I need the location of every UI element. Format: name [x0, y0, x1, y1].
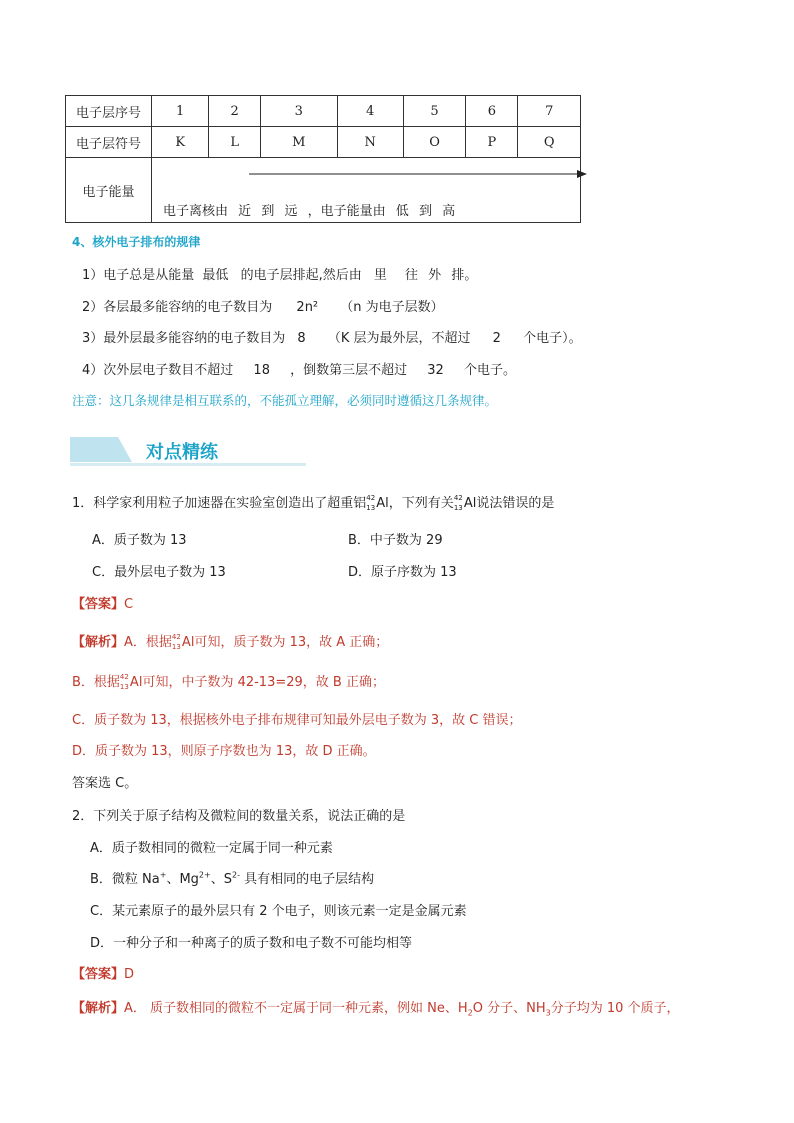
table-cell: K [152, 127, 209, 158]
table-cell: L [209, 127, 261, 158]
shell-symbol-row [66, 127, 581, 158]
rule-text: ，倒数第三层不超过 [290, 363, 408, 378]
analysis-text: 分子均为 10 个质子， [550, 1001, 680, 1016]
rule-text: 3）最外层最多能容纳的电子数目为 [82, 331, 286, 346]
subscript: 3 [545, 1008, 551, 1018]
answer-label: 【答案】 [72, 597, 125, 612]
analysis-text: A．根据 [124, 635, 172, 650]
table-cell: P [466, 127, 518, 158]
table-cell: O [403, 127, 465, 158]
ion-charge: + [159, 870, 167, 880]
element-symbol: Al [463, 496, 477, 511]
table-cell: Q [518, 127, 581, 158]
rule-text: 的电子层排起,然后由 [240, 268, 362, 283]
row-header: 电子层符号 [66, 127, 152, 158]
energy-text-part: 高 [442, 204, 456, 219]
rule-fill: 8 [297, 331, 306, 346]
answer-choice: 答案选 C。 [72, 776, 138, 791]
stem-text: 1．科学家利用粒子加速器在实验室创造出了超重铝 [72, 496, 367, 511]
rule-text: 2）各层最多能容纳的电子数目为 [82, 300, 273, 315]
energy-text-part: 电子离核由 [163, 204, 229, 219]
table-cell: 5 [403, 96, 465, 127]
atomic-number: 13 [171, 642, 181, 651]
option-text: 、Mg [166, 872, 199, 887]
option-c: C．某元素原子的最外层只有 2 个电子，则该元素一定是金属元素 [90, 904, 467, 919]
analysis-text: A． 质子数相同的微粒不一定属于同一种元素，例如 Ne、H [124, 1001, 468, 1016]
rule-text: 排。 [451, 268, 478, 283]
rule-text: 往 [405, 268, 419, 283]
energy-text-part: 远 [284, 204, 298, 219]
option-d: D．一种分子和一种离子的质子数和电子数不可能均相等 [90, 936, 413, 951]
rule-text: 个电子。 [463, 363, 516, 378]
ion-charge: 2- [231, 870, 240, 880]
isotope-notation [119, 672, 130, 691]
subscript: 2 [467, 1008, 473, 1018]
analysis-a [72, 631, 388, 650]
analysis-label: 【解析】 [72, 1001, 125, 1016]
atomic-number: 13 [366, 503, 376, 512]
option-c: C．最外层电子数为 13 [92, 565, 226, 580]
table-cell: N [337, 127, 403, 158]
rule-2 [82, 296, 444, 315]
answer-value: C [124, 597, 134, 612]
energy-text-part: 到 [418, 204, 432, 219]
option-text: 具有相同的电子层结构 [244, 872, 375, 887]
analysis-d: D．质子数为 13，则原子序数也为 13，故 D 正确。 [72, 744, 376, 759]
stem-text: ，下列有关 [388, 496, 454, 511]
energy-text-part: 低 [395, 204, 409, 219]
question-1-stem [72, 492, 554, 511]
rule-fill: 32 [427, 363, 444, 378]
option-b: B．中子数为 29 [348, 533, 443, 548]
energy-text-part: ，电子能量由 [307, 204, 386, 219]
element-symbol: Al [181, 635, 195, 650]
isotope-notation [171, 632, 182, 651]
mass-number: 42 [366, 493, 376, 502]
row-header: 电子层序号 [66, 96, 152, 127]
table-cell: 1 [152, 96, 209, 127]
shell-number-row [66, 96, 581, 127]
atomic-number: 13 [119, 682, 129, 691]
analysis-c: C．质子数为 13，根据核外电子排布规律可知最外层电子数为 3，故 C 错误； [72, 713, 522, 728]
analysis-text: O 分子、NH [472, 1001, 546, 1016]
rule-fill: 2n² [296, 300, 319, 315]
note-text: 注意：这几条规律是相互联系的，不能孤立理解，必须同时遵循这几条规律。 [72, 393, 498, 408]
section-heading: 4、核外电子排布的规律 [72, 235, 201, 249]
table-cell: 3 [260, 96, 337, 127]
rule-fill: 里 [373, 268, 387, 283]
option-b [90, 868, 374, 887]
rule-text: 个电子）。 [523, 331, 582, 346]
isotope-notation [366, 493, 376, 512]
analysis-text: 可知，质子数为 13，故 A 正确； [194, 635, 389, 650]
option-d: D．原子序数为 13 [348, 565, 457, 580]
rule-text: 4）次外层电子数目不超过 [82, 363, 234, 378]
table-cell: M [260, 127, 337, 158]
mass-number: 42 [119, 672, 129, 681]
arrow-right-icon [249, 168, 589, 180]
table-cell: 7 [518, 96, 581, 127]
energy-text-part: 近 [238, 204, 252, 219]
analysis-b [72, 671, 385, 690]
analysis-text: B．根据 [72, 675, 120, 690]
option-text: 、S [210, 872, 232, 887]
option-a: A．质子数为 13 [92, 533, 187, 548]
isotope-notation [453, 493, 464, 512]
rule-text: 1）电子总是从能量 [82, 268, 195, 283]
answer-line [72, 593, 133, 612]
rule-fill: 最低 [202, 268, 229, 283]
rule-fill: 2 [492, 331, 501, 346]
rule-fill: 外 [428, 268, 442, 283]
answer-label: 【答案】 [72, 967, 125, 982]
table-cell: 6 [466, 96, 518, 127]
table-cell: 2 [209, 96, 261, 127]
analysis-text: 可知，中子数为 42-13=29，故 B 正确； [142, 675, 385, 690]
row-header: 电子能量 [66, 158, 152, 223]
ion-charge: 2+ [198, 870, 211, 880]
rule-text: （K 层为最外层，不超过 [327, 331, 471, 346]
option-a: A．质子数相同的微粒一定属于同一种元素 [90, 841, 333, 856]
analysis-a [72, 997, 680, 1018]
answer-value: D [124, 967, 135, 982]
question-2-stem: 2．下列关于原子结构及微粒间的数量关系，说法正确的是 [72, 809, 406, 824]
element-symbol: Al [376, 496, 389, 511]
answer-line [72, 963, 134, 982]
energy-text-part: 到 [261, 204, 275, 219]
rule-1 [82, 264, 477, 283]
stem-text: 说法错误的是 [476, 496, 555, 511]
rule-4 [82, 359, 516, 378]
atomic-number: 13 [453, 503, 463, 512]
element-symbol: Al [129, 675, 143, 690]
rule-3 [82, 327, 582, 346]
mass-number: 42 [171, 632, 181, 641]
table-cell: 4 [337, 96, 403, 127]
option-text: B．微粒 Na [90, 872, 160, 887]
mass-number: 42 [453, 493, 463, 502]
banner-title: 对点精练 [146, 442, 218, 463]
analysis-label: 【解析】 [72, 635, 125, 650]
rule-text: （n 为电子层数） [340, 300, 444, 315]
energy-description [163, 200, 461, 219]
rule-fill: 18 [253, 363, 270, 378]
